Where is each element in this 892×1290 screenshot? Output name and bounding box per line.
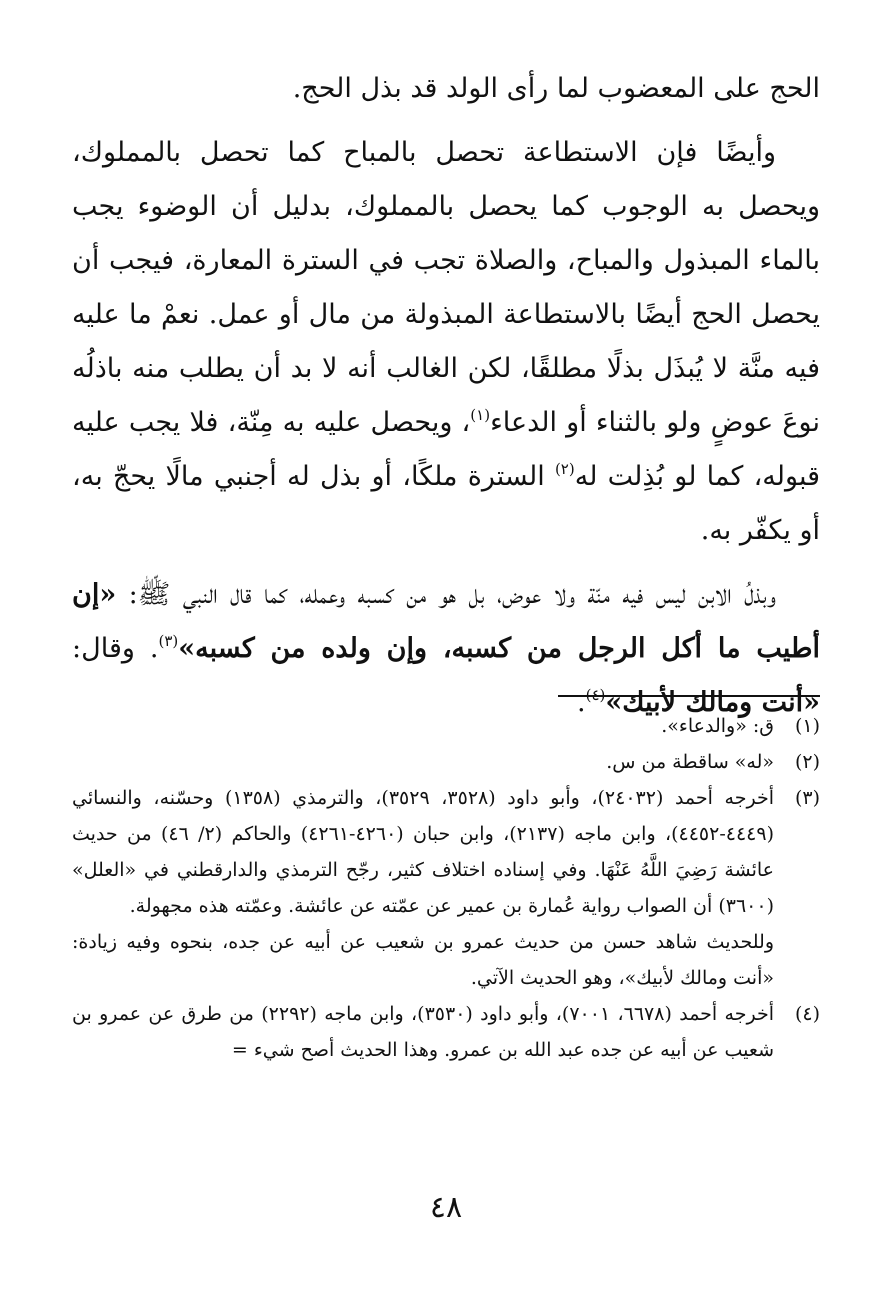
footnote-paragraph: وللحديث شاهد حسن من حديث عمرو بن شعيب عن أبيه عن جده، بنحوه وفيه زيادة: «أنت ومالك لأبيك»، وهو الحديث الآتي. (72, 931, 774, 989)
footnote-text (72, 708, 774, 744)
hadith-quote: «إن أطيب ما أكل الرجل من كسبه، وإن ولده من كسبه» (72, 579, 820, 664)
footnote-text (72, 744, 774, 780)
page-number: ٤٨ (429, 1190, 463, 1225)
footnote-number: (١) (794, 715, 820, 737)
text-segment: السترة ملكًا، أو بذل له أجنبي مالًا يحجّ به، أو يكفّر به. (72, 461, 820, 546)
paragraph-continuation (72, 62, 820, 116)
footnote-ref-3[interactable]: (٣) (158, 632, 179, 650)
footnote-paragraph: ق: «والدعاء». (661, 715, 774, 737)
footnote-divider (558, 695, 820, 697)
text-segment: ، ويحصل عليه به مِنّة، فلا يجب عليه قبوله، كما لو بُذِلت له (72, 407, 821, 492)
footnote-1 (72, 708, 820, 744)
footnote-paragraph: أخرجه أحمد (٦٦٧٨، ٧٠٠١)، وأبو داود (٣٥٣٠)، وابن ماجه (٢٢٩٢) من طرق عن عمرو بن شعيب عن أبيه عن جده عبد الله بن عمرو. وهذا الحديث أصح شيء = (72, 1003, 774, 1061)
footnote-number: (٣) (794, 787, 820, 809)
text-line: الحج على المعضوب لما رأى الولد قد بذل الحج. (292, 73, 820, 104)
main-text (72, 62, 820, 740)
footnote-2 (72, 744, 820, 780)
text-segment: وأيضًا فإن الاستطاعة تحصل بالمباح كما تحصل بالمملوك، ويحصل به الوجوب كما يحصل بالمملوك، بدليل أن الوضوء يجب بالماء المبذول والمباح، والصلاة تجب في السترة المعارة، فيجب أن يحصل الحج أيضًا بالاستطاعة المبذولة من مال أو عمل. نعمْ ما عليه فيه منَّة لا يُبذَل بذلًا مطلقًا، لكن الغالب أنه لا بد أن يطلب منه باذلُه نوعَ عوضٍ ولو بالثناء أو الدعاء (72, 137, 820, 438)
footnote-text (72, 996, 774, 1068)
paragraph-istitaah (72, 126, 820, 558)
footnote-number: (٤) (794, 1003, 820, 1025)
paragraph-son-giving (72, 568, 820, 730)
footnote-3 (72, 780, 820, 996)
footnote-text (72, 780, 774, 996)
text-segment: . (577, 687, 586, 718)
footnote-paragraph: «له» ساقطة من س. (606, 751, 774, 773)
text-segment: . وقال: (72, 633, 159, 664)
hadith-quote: «أنت ومالك لأبيك» (605, 687, 820, 718)
footnote-ref-1[interactable]: (١) (470, 406, 491, 424)
footnote-ref-4[interactable]: (٤) (585, 686, 606, 704)
footnote-4 (72, 996, 820, 1068)
footnote-ref-2[interactable]: (٢) (554, 460, 575, 478)
footnote-number: (٢) (794, 751, 820, 773)
text-segment: وبذلُ الابن ليس فيه منّة ولا عوض، بل هو من كسبه وعمله، كما قال النبي ﷺ: (116, 579, 776, 610)
footnotes (72, 708, 820, 1068)
footnote-paragraph: أخرجه أحمد (٢٤٠٣٢)، وأبو داود (٣٥٢٨، ٣٥٢٩)، والترمذي (١٣٥٨) وحسّنه، والنسائي (٤٤٤٩-٤٤٥٢)، وابن ماجه (٢١٣٧)، وابن حبان (٤٢٦٠-٤٢٦١) والحاكم (٢/ ٤٦) من حديث عائشة رَضِيَ اللَّهُ عَنْهَا. وفي إسناده اختلاف كثير، رجّح الترمذي والدارقطني في «العلل» (٣٦٠٠) أن الصواب رواية عُمارة بن عمير عن عمّته عن عائشة. وعمّته هذه مجهولة. (72, 787, 774, 917)
